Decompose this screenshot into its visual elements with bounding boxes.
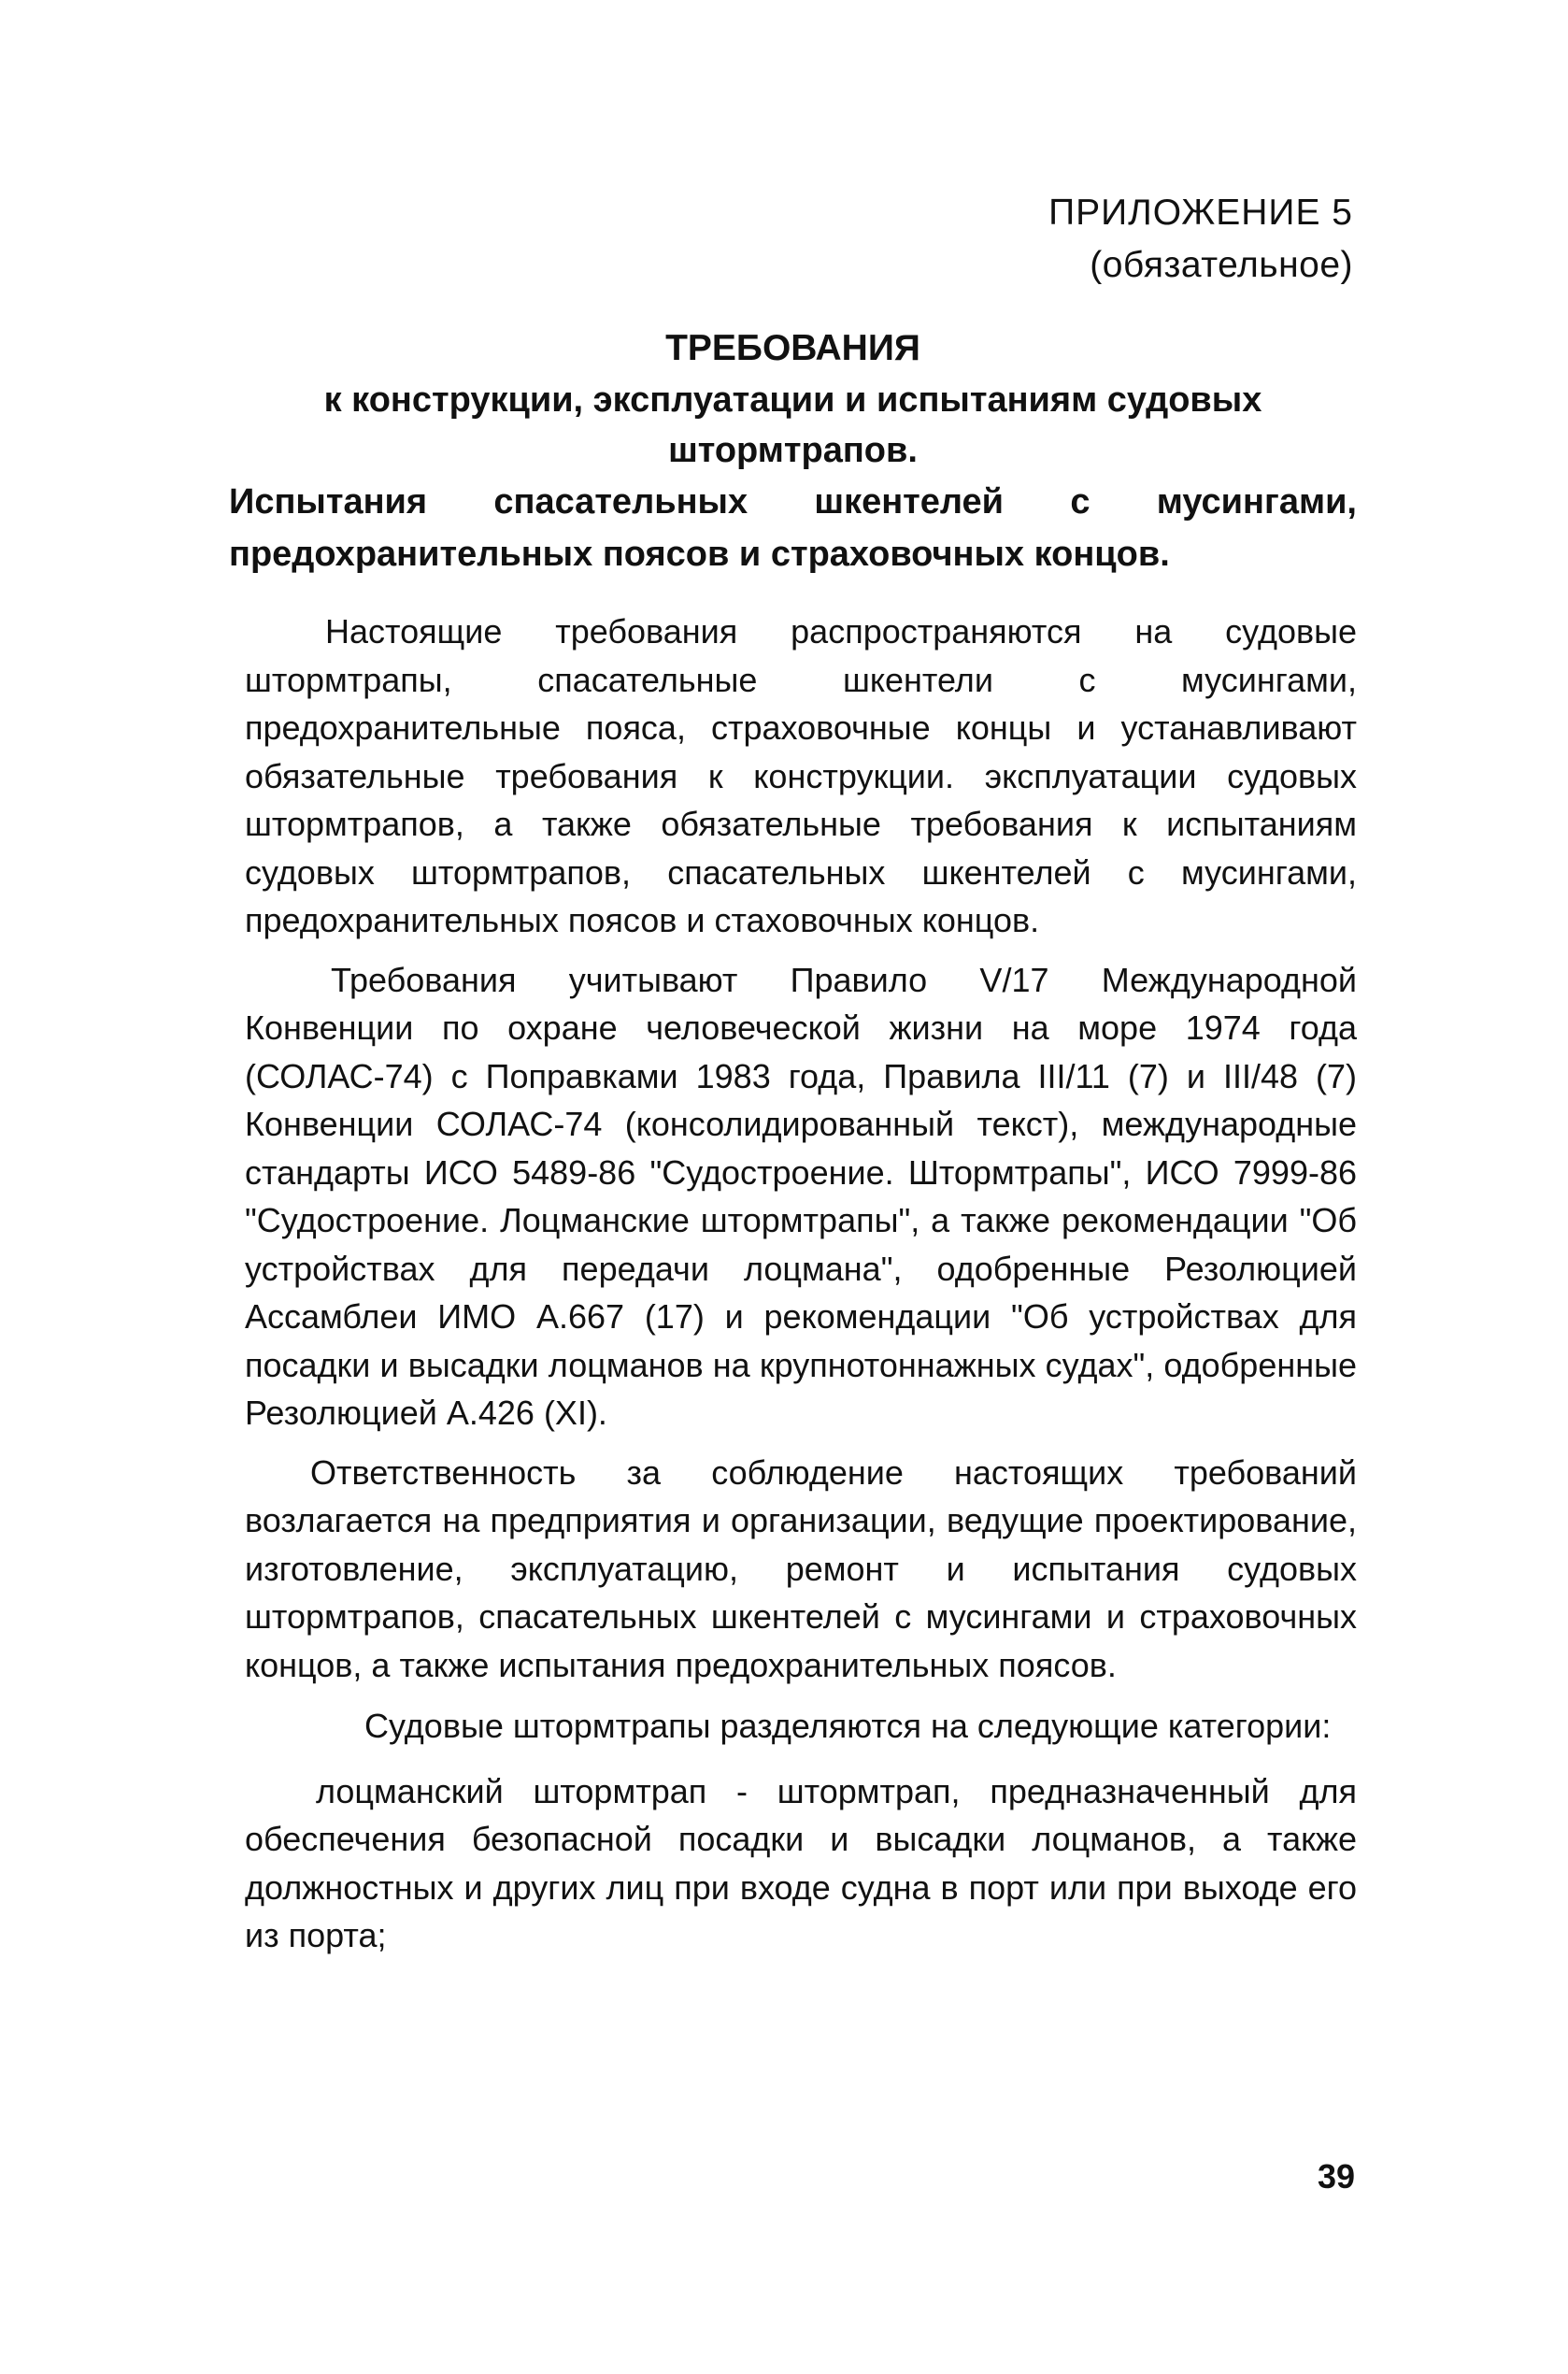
title-line-1: к конструкции, эксплуатации и испытаниям судовых: [323, 380, 1262, 420]
page-number: 39: [1317, 2157, 1355, 2195]
body-text: [245, 608, 1357, 1960]
appendix-label: ПРИЛОЖЕНИЕ 5: [1048, 193, 1353, 233]
title-line-2: штормтрапов.: [668, 431, 918, 470]
appendix-note: (обязательное): [1090, 245, 1353, 285]
title-main: ТРЕБОВАНИЯ: [665, 328, 920, 368]
title-line-4: предохранительных поясов и страховочных концов.: [229, 535, 1170, 574]
paragraph-scope: Настоящие требования распространяются на судовые штормтрапы, спасательные шкентели с мусингами, предохранительные пояса, страховочные концы и устанавливают обязательные требования к конструкции. эксплуатации судовых штормтрапов, а также обязательные требования к испытаниям судовых штормтрапов, спасательных шкентелей с мусингами, предохранительных поясов и стаховочных концов.: [245, 612, 1357, 939]
paragraph-categories: Судовые штормтрапы разделяются на следующие категории:: [364, 1707, 1332, 1745]
paragraph-responsibility: Ответственность за соблюдение настоящих требований возлагается на предприятия и организации, ведущие проектирование, изготовление, эксплуатацию, ремонт и испытания судовых штормтрапов, спасательных шкентелей с мусингами и страховочных концов, а также испытания предохранительных поясов.: [245, 1452, 1357, 1684]
document-title: [229, 322, 1357, 580]
title-line-3: Испытания спасательных шкентелей с мусингами,: [229, 482, 1357, 522]
paragraph-references: Требования учитывают Правило V/17 Международной Конвенции по охране человеческой жизни на море 1974 года (СОЛАС-74) с Поправками 1983 года, Правила III/11 (7) и III/48 (7) Конвенции СОЛАС-74 (консолидированный текст), международные стандарты ИСО 5489-86 "Судостроение. Штормтрапы", ИСО 7999-86 "Судостроение. Лоцманские штормтрапы", а также рекомендации "Об устройствах для передачи лоцмана", одобренные Резолюцией Ассамблеи ИМО А.667 (17) и рекомендации "Об устройствах для посадки и высадки лоцманов на крупнотоннажных судах", одобренные Резолюцией А.426 (XI).: [245, 960, 1357, 1432]
appendix-heading: [1048, 187, 1353, 292]
paragraph-pilot-ladder: лоцманский штормтрап - штормтрап, предназначенный для обеспечения безопасной посадки и высадки лоцманов, а также должностных и других лиц при входе судна в порт или при выходе его из порта;: [245, 1771, 1357, 1954]
